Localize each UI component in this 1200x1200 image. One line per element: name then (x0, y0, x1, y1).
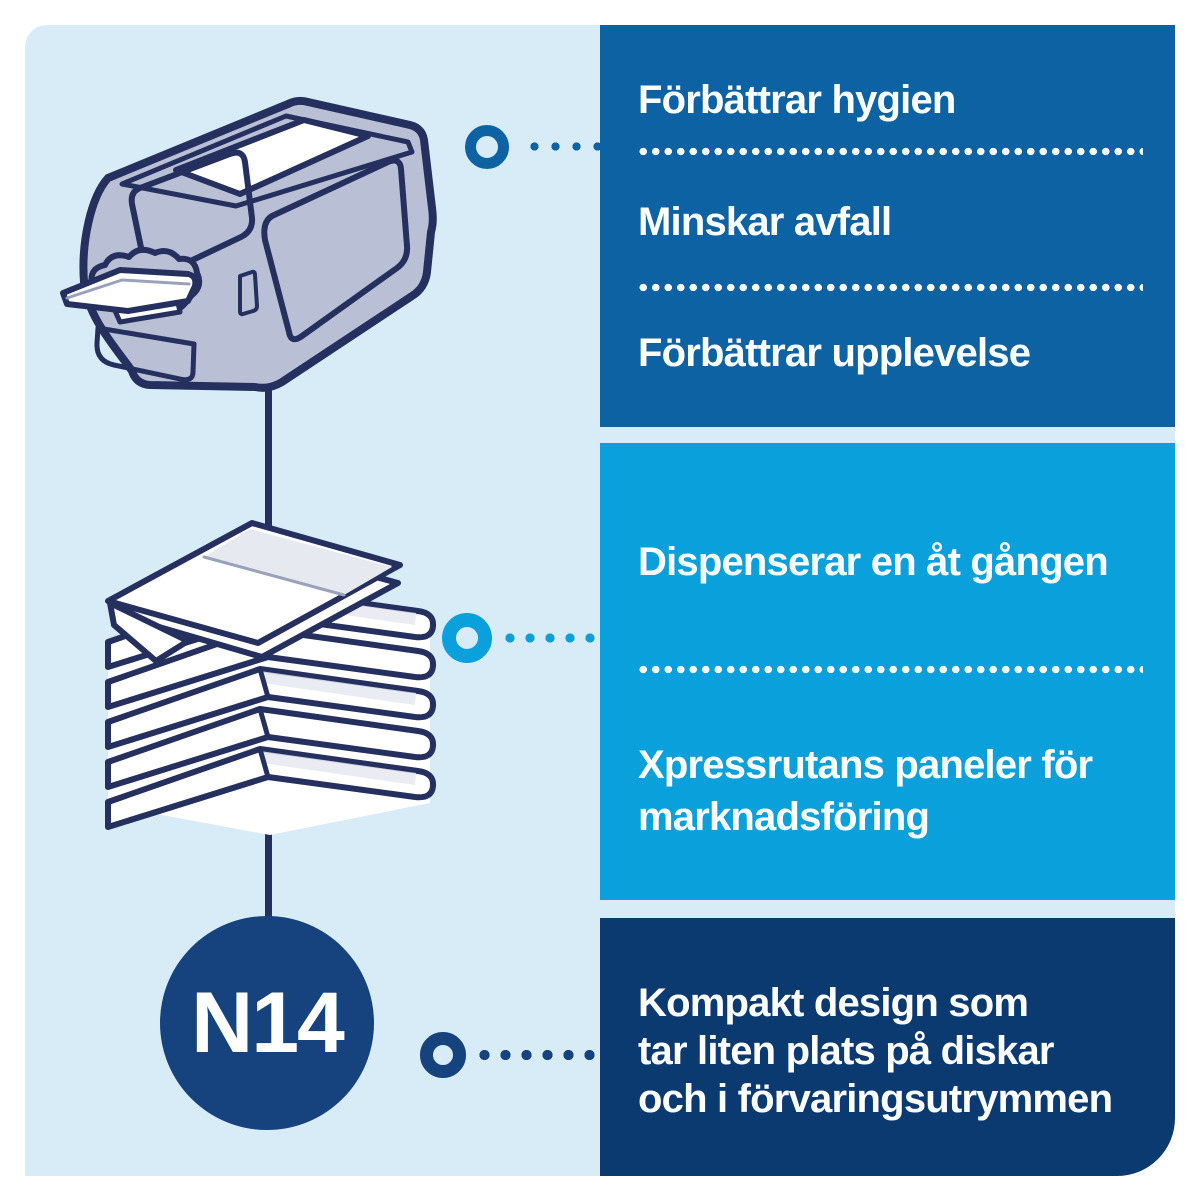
dotted-separator (637, 665, 1143, 674)
benefit-hygiene: Förbättrar hygien (638, 77, 956, 122)
benefit-marketing (638, 739, 1092, 843)
napkin-dispenser-illustration (60, 90, 460, 400)
connector-dots-top (524, 142, 600, 151)
system-badge (160, 916, 374, 1130)
benefit-one-at-a-time: Dispenserar en åt gången (638, 539, 1108, 584)
benefit-marketing-line1: Xpressrutans paneler för (638, 743, 1093, 787)
benefit-marketing-line2: marknadsföring (638, 795, 930, 839)
connector-dots-bottom (474, 1050, 596, 1060)
dotted-separator (637, 283, 1143, 292)
benefit-compact-line3: och i förvaringsutrymmen (638, 1077, 1113, 1121)
connector-ring-top-icon (465, 125, 509, 169)
connector-ring-bottom-icon (420, 1032, 466, 1078)
benefits-panel-dispenser (600, 25, 1175, 427)
connector-ring-middle-icon (442, 613, 492, 663)
benefit-compact-line2: tar liten plats på diskar (638, 1029, 1054, 1073)
benefit-compact (638, 979, 1112, 1123)
benefit-experience: Förbättrar upplevelse (638, 330, 1031, 375)
dotted-separator (637, 147, 1143, 156)
benefits-panel-napkins (600, 443, 1175, 900)
system-badge-label: N14 (191, 974, 343, 1071)
benefits-panel-system (600, 918, 1175, 1176)
benefit-waste: Minskar avfall (638, 199, 892, 244)
napkin-stack-illustration (100, 505, 445, 850)
benefit-compact-line1: Kompakt design som (638, 981, 1029, 1025)
connector-dots-middle (500, 633, 598, 643)
